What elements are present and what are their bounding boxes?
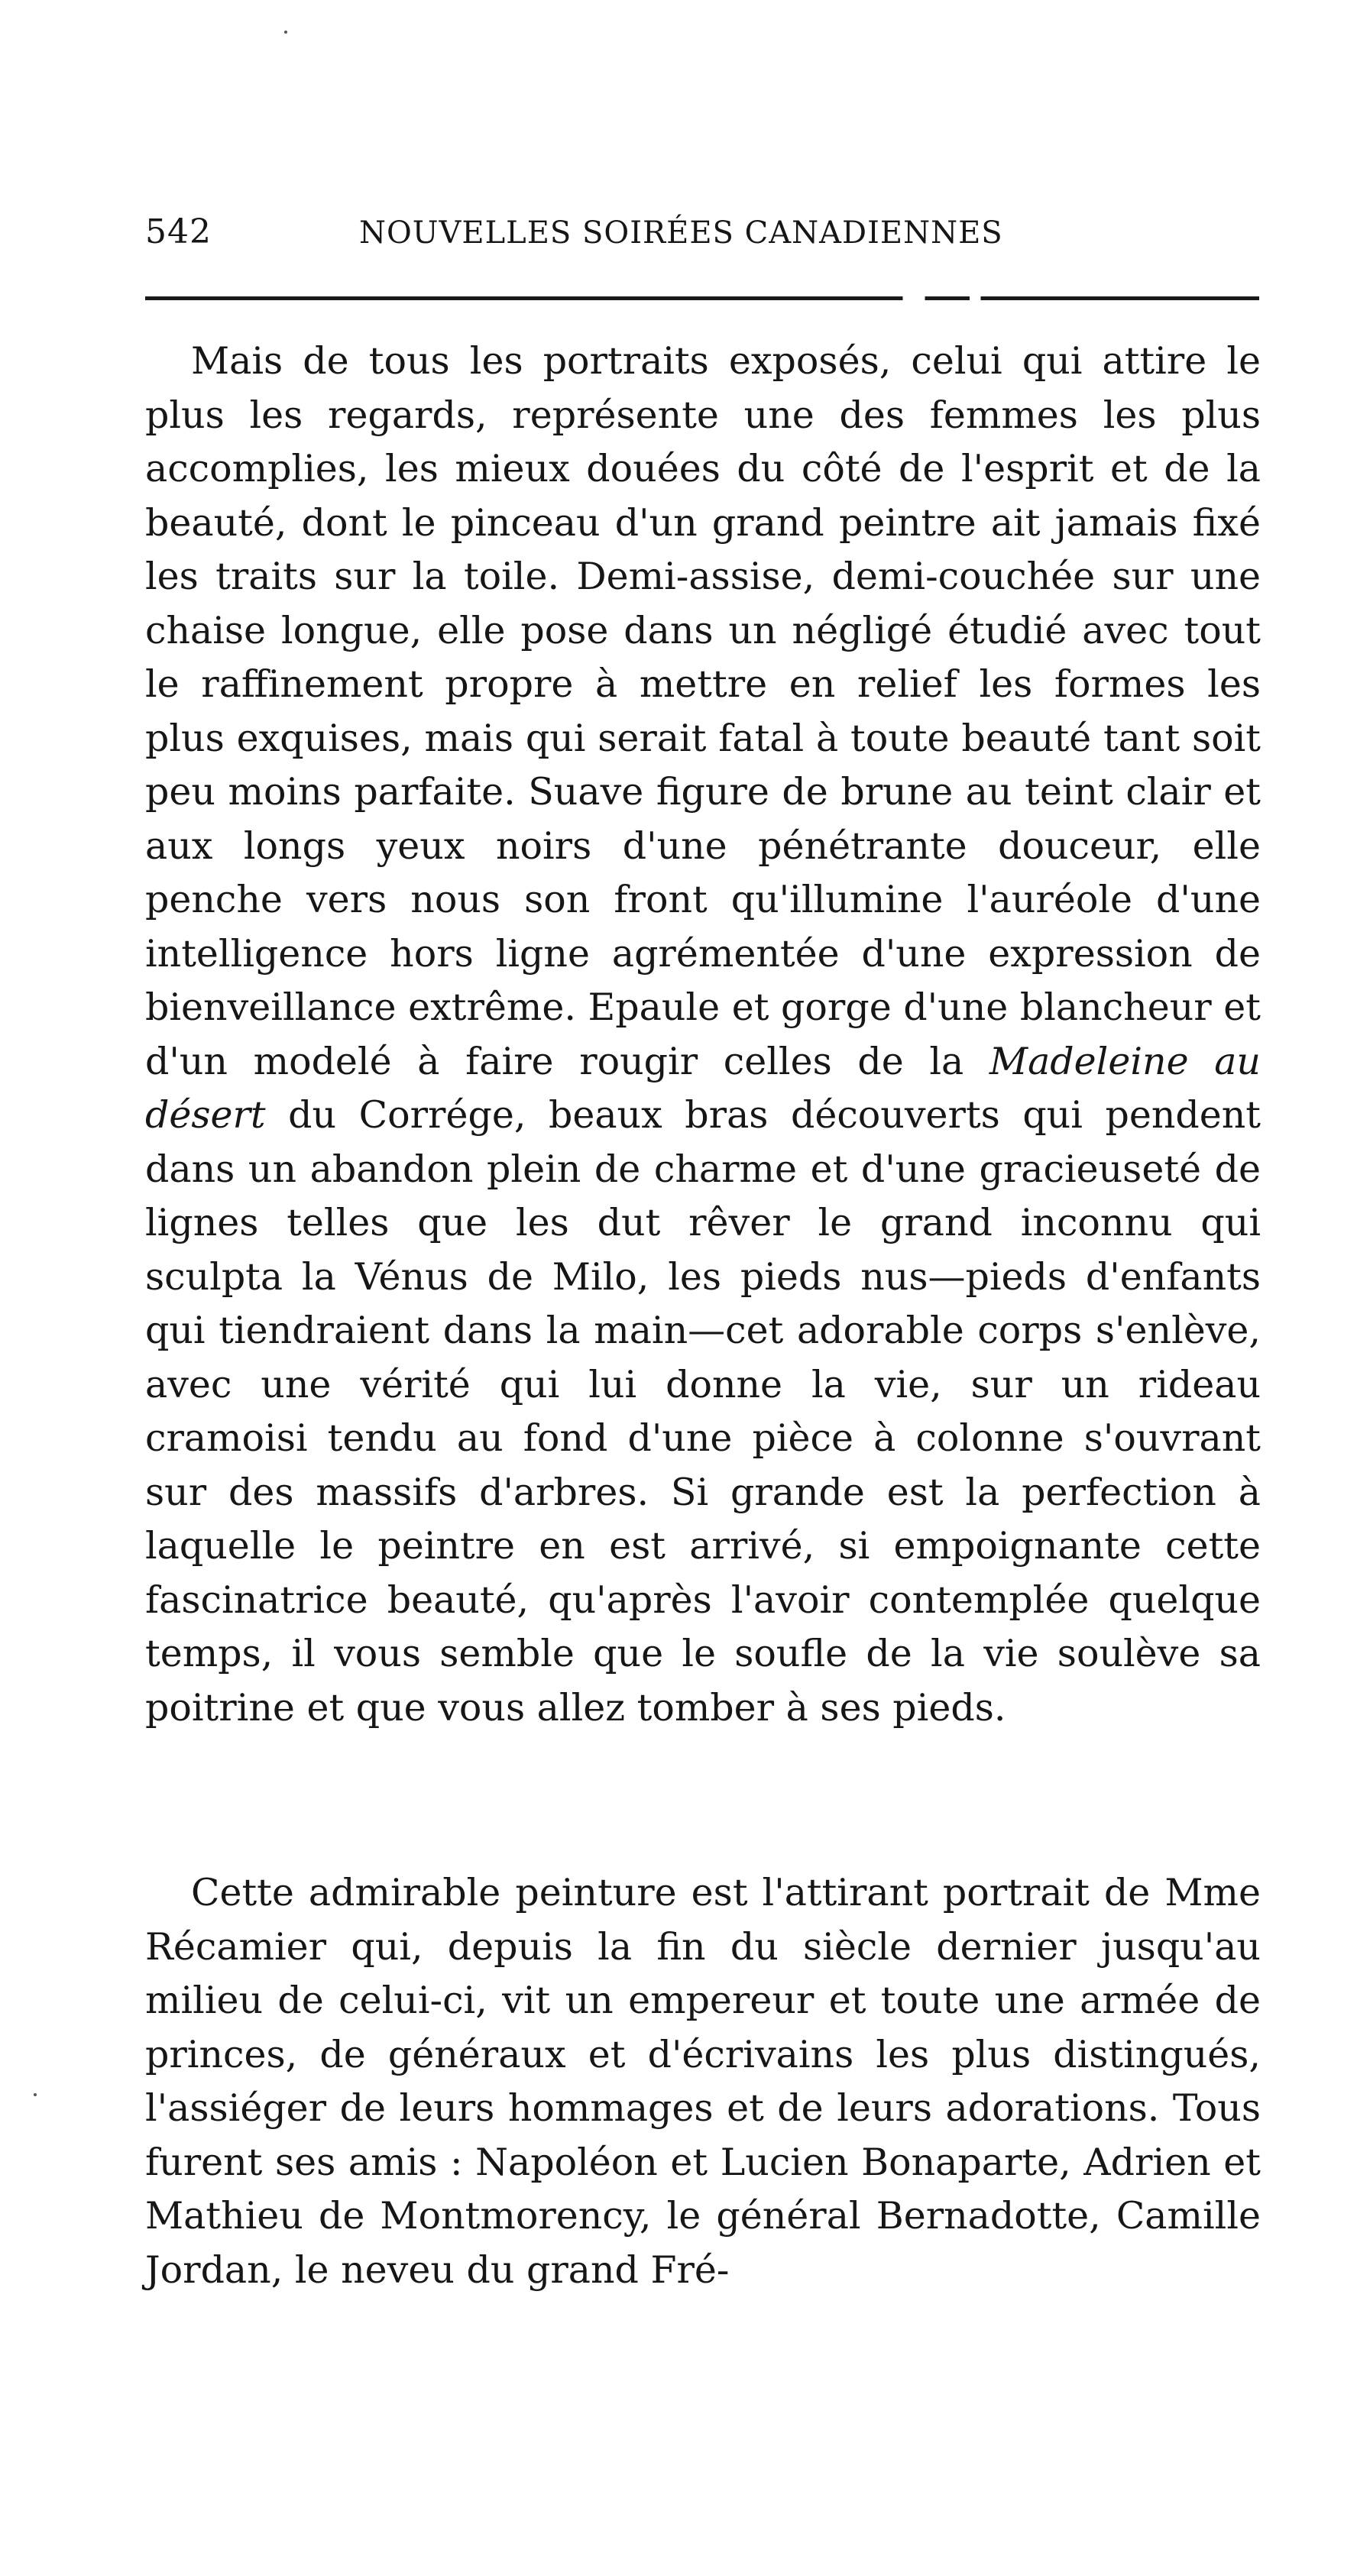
paragraph-1	[145, 335, 1261, 1735]
running-title: NOUVELLES SOIRÉES CANADIENNES	[359, 215, 1003, 251]
speck-mark	[284, 31, 287, 34]
speck-mark	[34, 2093, 37, 2096]
artwork-title: Madeleine au désert	[145, 1039, 1261, 1137]
paragraph-2	[145, 1866, 1261, 2297]
paragraph-1-text-start: Mais de tous les portraits exposés, celui qui attire le plus les regards, représente une des femmes les plus accomplies, les mieux douées du côté de l'esprit et de la beauté, dont le pinceau d'un grand peintre ait jamais fixé les traits sur la toile. Demi-assise, demi-couchée sur une chaise longue, elle pose dans un négligé étudié avec tout le raffinement propre à mettre en relief les formes les plus exquises, mais qui serait fatal à toute beauté tant soit peu moins parfaite. Suave figure de brune au teint clair et aux longs yeux noirs d'une pénétrante douceur, elle penche vers nous son front qu'illumine l'auréole d'une intelligence hors ligne agrémentée d'une expression de bienveillance extrême. Epaule et gorge d'une blancheur et d'un modelé à faire rougir celles de la	[145, 339, 1261, 1083]
paragraph-2-text: Cette admirable peinture est l'attirant portrait de Mme Récamier qui, depuis la fin du siècle dernier jusqu'au milieu de celui-ci, vit un empereur et toute une armée de princes, de généraux et d'écrivains les plus distingués, l'assiéger de leurs hommages et de leurs adorations. Tous furent ses amis : Napoléon et Lucien Bonaparte, Adrien et Mathieu de Montmorency, le général Bernadotte, Camille Jordan, le neveu du grand Fré-	[145, 1871, 1261, 2292]
header-rule	[145, 296, 1259, 300]
paragraph-1-text	[145, 335, 1261, 1735]
paragraph-1-text-end: du Corrége, beaux bras découverts qui pendent dans un abandon plein de charme et d'une gracieuseté de lignes telles que les dut rêver le grand inconnu qui sculpta la Vénus de Milo, les pieds nus—pieds d'enfants qui tiendraient dans la main—cet adorable corps s'enlève, avec une vérité qui lui donne la vie, sur un rideau cramoisi tendu au fond d'une pièce à colonne s'ouvrant sur des massifs d'arbres. Si grande est la perfection à laquelle le peintre en est arrivé, si empoignante cette fascinatrice beauté, qu'après l'avoir contemplée quelque temps, il vous semble que le soufle de la vie soulève sa poitrine et que vous allez tomber à ses pieds.	[145, 1093, 1261, 1730]
page-header	[145, 205, 1261, 258]
page-number: 542	[145, 212, 212, 251]
